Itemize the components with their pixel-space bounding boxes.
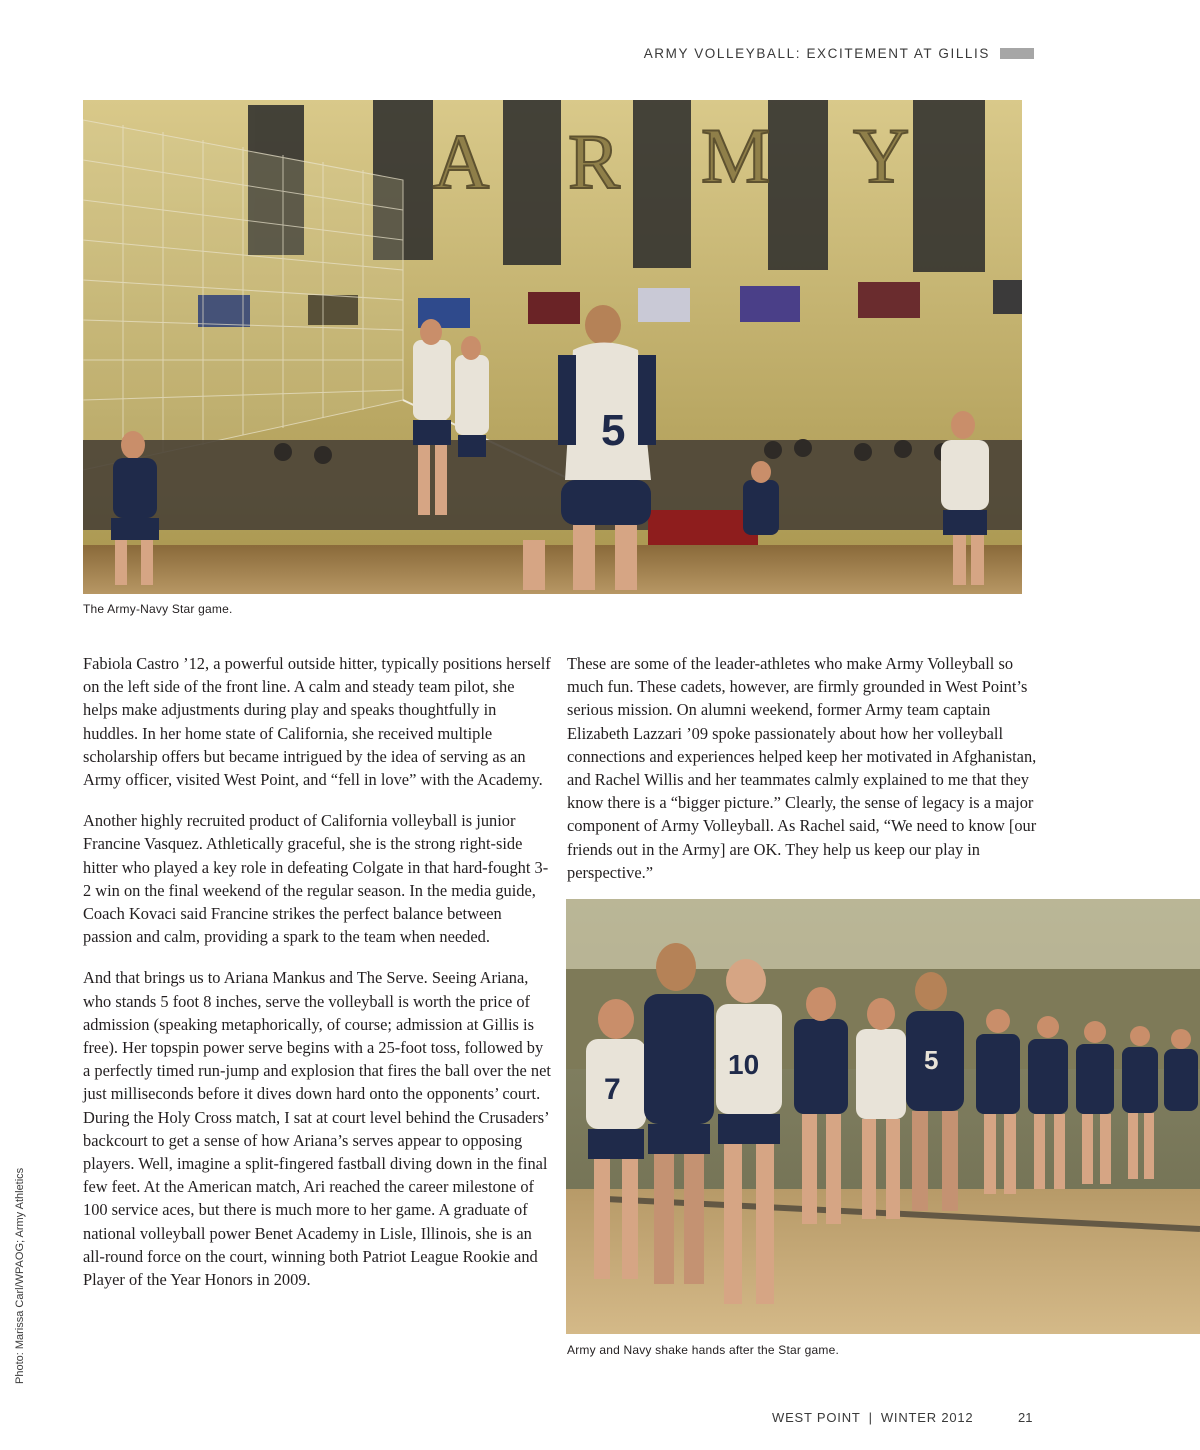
header-bar-decoration <box>1000 48 1034 59</box>
photo-army-navy-star-game <box>83 100 1022 594</box>
page-footer <box>772 1410 973 1425</box>
jersey-number: 7 <box>604 1073 621 1106</box>
photo-handshake-line <box>566 899 1200 1334</box>
photo-caption: The Army-Navy Star game. <box>83 602 233 616</box>
article-paragraph: Another highly recruited product of California volleyball is junior Francine Vasquez. Athletically graceful, she is the strong right-side hitter who played a key role in defeating Colgate in that hard-fought 3-2 win on the final weekend of the regular season. In the media guide, Coach Kovaci said Francine strikes the perfect balance between passion and calm, providing a spark to the team when needed. <box>83 811 549 947</box>
jersey-number: 5 <box>924 1045 939 1075</box>
article-paragraph: And that brings us to Ariana Mankus and The Serve. Seeing Ariana, who stands 5 foot 8 inches, serve the volleyball is worth the price of admission (speaking metaphorically, of course; admission at Gillis is free). Her topspin power serve begins with a 25-foot toss, followed by a perfectly timed run-jump and explosion that fires the ball over the net just milliseconds before it dives down hard onto the opponents’ court. During the Holy Cross match, I sat at court level behind the Crusaders’ backcourt to get a sense of how Ariana’s serves appear to opposing players. Well, imagine a split-fingered fastball diving down in the final few feet. At the American match, Ari reached the career milestone of 100 service aces, but there is much more to her game. A graduate of national volleyball power Benet Academy in Lisle, Illinois, she is an all-round force on the court, winning both Patriot League Rookie and Player of the Year Honors in 2009. <box>83 968 551 1290</box>
wall-letter: R <box>568 118 621 205</box>
photo-caption: Army and Navy shake hands after the Star game. <box>567 1343 839 1357</box>
photo-handshake-line-illustration <box>566 899 1200 1334</box>
jersey-number: 5 <box>601 406 626 455</box>
wall-letter: Y <box>853 112 910 199</box>
running-header-title: ARMY VOLLEYBALL: EXCITEMENT AT GILLIS <box>643 46 990 61</box>
photo-credit: Photo: Marissa Carl/WPAOG; Army Athletics <box>14 1167 26 1384</box>
footer-issue: WINTER 2012 <box>880 1410 974 1425</box>
photo-army-navy-star-game-illustration <box>83 100 1022 594</box>
article-paragraph: These are some of the leader-athletes who make Army Volleyball so much fun. These cadets, however, are firmly grounded in West Point’s serious mission. On alumni weekend, former Army team captain Elizabeth Lazzari ’09 spoke passionately about how her volleyball connections and experiences helped keep her motivated in Afghanistan, and Rachel Willis and her teammates calmly explained to me that they know there is a “bigger picture.” Clearly, the sense of legacy is a major component of Army Volleyball. As Rachel said, “We need to know [our friends out in the Army] are OK. They help us keep our play in perspective.” <box>567 654 1037 882</box>
jersey-number: 10 <box>728 1049 760 1080</box>
footer-publication: WEST POINT <box>772 1410 861 1425</box>
wall-letter: M <box>701 112 771 199</box>
running-header <box>644 46 1034 61</box>
article-column-left <box>83 652 553 1309</box>
page-number: 21 <box>1018 1410 1033 1425</box>
footer-separator: | <box>868 1410 873 1425</box>
article-column-right <box>567 652 1037 902</box>
article-paragraph: Fabiola Castro ’12, a powerful outside hitter, typically positions herself on the left side of the front line. A calm and steady team pilot, she helps make adjustments during play and speaks thoughtfully in huddles. In her home state of California, she received multiple scholarship offers but became intrigued by the idea of serving as an Army officer, visited West Point, and “fell in love” with the Academy. <box>83 654 551 790</box>
wall-letter: A <box>433 118 490 205</box>
